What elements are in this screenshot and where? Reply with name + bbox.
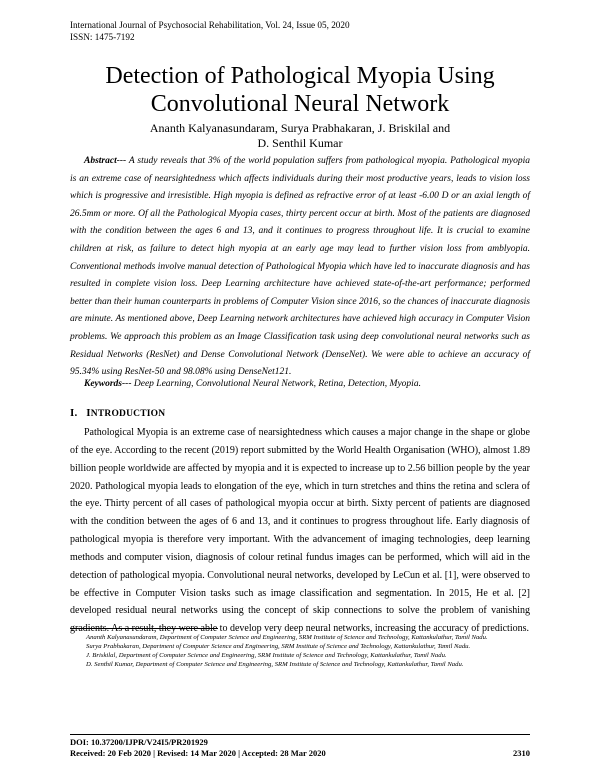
footnote-item: D. Senthil Kumar, Department of Computer Science and Engineering, SRM Institute of Science and Technology, Kattankulathur, Tamil Nadu. bbox=[86, 661, 464, 668]
journal-citation: International Journal of Psychosocial Rehabilitation, Vol. 24, Issue 05, 2020 bbox=[70, 20, 350, 30]
paper-title: Detection of Pathological Myopia Using Convolutional Neural Network bbox=[105, 63, 495, 117]
page-number: 2310 bbox=[513, 747, 530, 758]
introduction-paragraph: Pathological Myopia is an extreme case of nearsightedness which causes a major change in the shape or globe of the eye. According to the recent (2019) report submitted by the World Health Organisation (WHO), almost 1.89 billion people worldwide are affected by myopia and it is expected to increase up to 2.56 billion people by the year 2020. Pathological myopia leads to elongation of the eye, which in turn stretches and thins the retina and sclera of the eye. Thirty percent of all cases of pathological myopia occur at birth. Sixty percent of patients are diagnosed with the condition between the ages of 6 and 13, and it continues to progress throughout life. Early diagnosis of pathological myopia is therefore very important. With the advancement of imaging technologies, deep learning methods and computer vision, diagnosis of colour retinal fundus images can be performed, which will aid in the detection of pathological myopia. Convolutional neural networks, developed by LeCun et al. [1], were observed to be effective in Computer Vision tasks such as image classification and segmentation. In 2015, He et al. [2] developed residual neural networks using the concept of skip connections to solve the problem of vanishing gradients. As a result, they were able to develop very deep neural networks, increasing the accuracy of predictions. bbox=[70, 427, 530, 635]
footer-divider bbox=[70, 734, 530, 735]
journal-issn: ISSN: 1475-7192 bbox=[70, 31, 135, 42]
abstract-label: Abstract--- bbox=[84, 156, 127, 166]
footnote-item: Surya Prabhakaran, Department of Computer Science and Engineering, SRM Institute of Science and Technology, Kattankulathur, Tamil Nadu. bbox=[86, 643, 471, 650]
footer-doi: DOI: 10.37200/IJPR/V24I5/PR201929 bbox=[70, 737, 208, 747]
footnote-item: Ananth Kalyanasundaram, Department of Computer Science and Engineering, SRM Institute of Science and Technology, Kattankulathur, Tamil Nadu. bbox=[86, 634, 488, 641]
abstract bbox=[70, 153, 530, 382]
page-footer bbox=[70, 737, 530, 758]
keywords-text: Deep Learning, Convolutional Neural Network, Retina, Detection, Myopia. bbox=[133, 379, 421, 389]
keywords bbox=[70, 377, 530, 391]
footnotes bbox=[86, 633, 534, 669]
abstract-text: A study reveals that 3% of the world population suffers from pathological myopia. Pathological myopia is an extreme case of nearsightedness which affects individuals during their most productive years, leads to vision loss which is progressive and irresistible. High myopia is defined as refractive error of at least -6.00 D or an axial length of 26.5mm or more. Of all the Pathological Myopia cases, thirty percent occur at birth. Most of the patients are diagnosed with the condition between the ages 6 and 13, and it continues to progress throughout life. It is crucial to examine children at risk, as failure to detect high myopia at an early age may lead to further vision loss from amblyopia. Conventional methods involve manual detection of Pathological Myopia which have led to inaccurate diagnosis and has resulted in complete vision loss. Deep Learning architecture have achieved state-of-the-art performance; performed better than their human counterparts in problems of Computer Vision since 2016, so the chances of inaccurate diagnosis are minute. As mentioned above, Deep Learning network architectures have achieved high accuracy in Computer Vision problems. We approach this problem as an Image Classification task using deep convolutional neural networks such as Residual Networks (ResNet) and Dense Convolutional Network (DenseNet). We were able to achieve an accuracy of 95.34% using ResNet-50 and 98.08% using DenseNet121. bbox=[70, 156, 530, 378]
journal-header bbox=[70, 20, 350, 43]
section-title-initial: I bbox=[86, 407, 91, 419]
section-number: I. bbox=[70, 407, 78, 419]
footnote-divider bbox=[70, 628, 218, 629]
authors-line-1: Ananth Kalyanasundaram, Surya Prabhakaran, J. Briskilal and bbox=[149, 121, 451, 135]
section-heading-introduction bbox=[70, 407, 165, 419]
keywords-label: Keywords--- bbox=[84, 379, 132, 389]
author-list bbox=[40, 121, 560, 151]
section-title-rest: NTRODUCTION bbox=[90, 409, 166, 419]
authors-line-2: D. Senthil Kumar bbox=[257, 136, 343, 150]
footer-dates: Received: 20 Feb 2020 | Revised: 14 Mar 2020 | Accepted: 28 Mar 2020 bbox=[70, 747, 326, 758]
footnote-item: J. Briskilal, Department of Computer Science and Engineering, SRM Institute of Science and Technology, Kattankulathur, Tamil Nadu. bbox=[86, 652, 447, 659]
